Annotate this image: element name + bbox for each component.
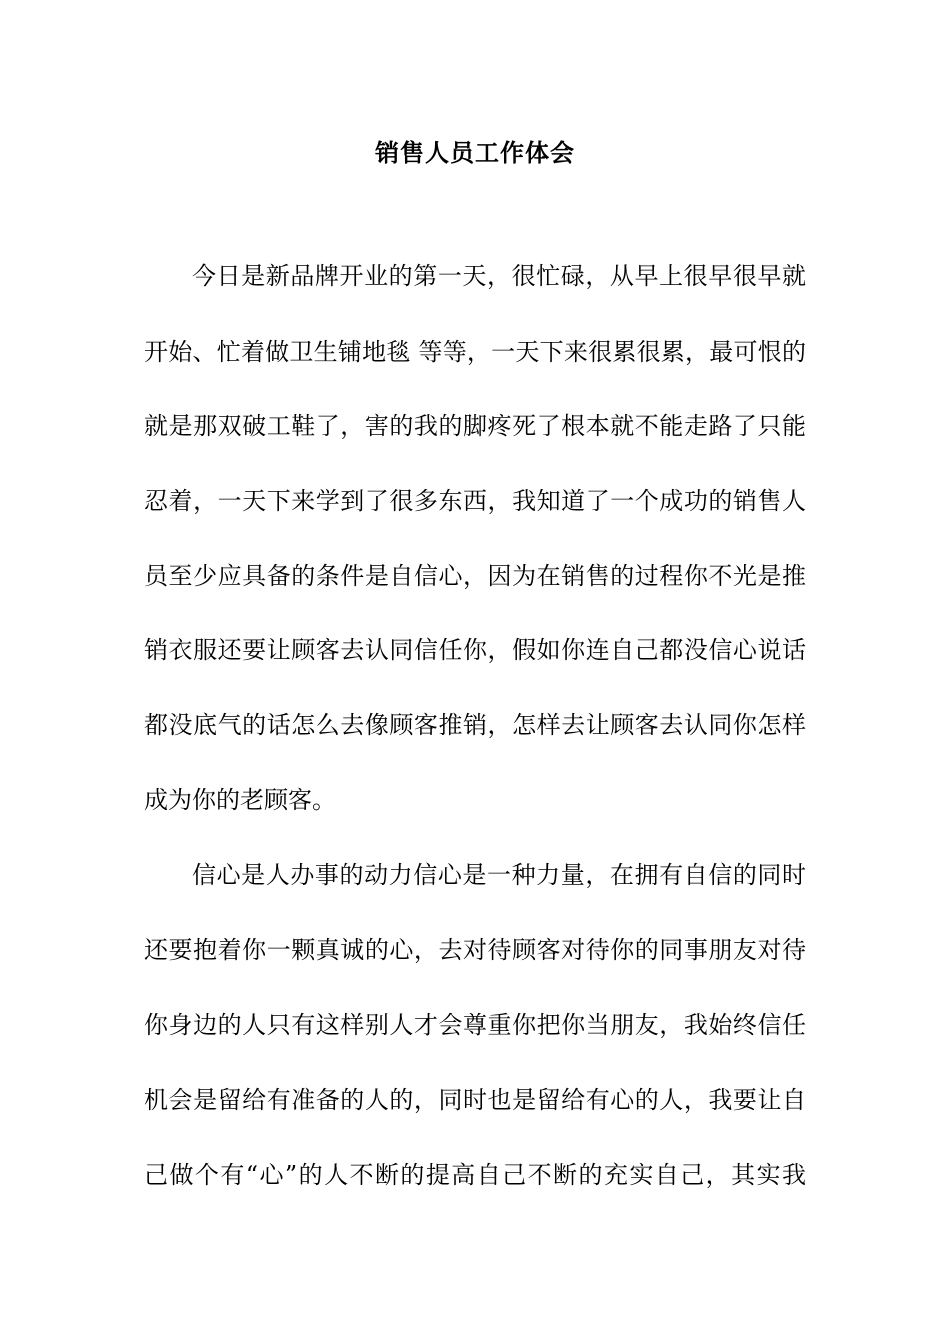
paragraph-line: 今日是新品牌开业的第一天，很忙碌，从早上很早很早就	[192, 262, 806, 290]
paragraph-line: 你身边的人只有这样别人才会尊重你把你当朋友，我始终信任	[144, 1011, 806, 1039]
paragraph-line: 都没底气的话怎么去像顾客推销，怎样去让顾客去认同你怎样	[144, 711, 806, 739]
paragraph-line: 还要抱着你一颗真诚的心，去对待顾客对待你的同事朋友对待	[144, 936, 806, 964]
paragraph-line: 信心是人办事的动力信心是一种力量，在拥有自信的同时	[192, 861, 806, 889]
paragraph-line: 开始、忙着做卫生铺地毯 等等，一天下来很累很累，最可恨的	[144, 338, 806, 366]
paragraph-line: 机会是留给有准备的人的，同时也是留给有心的人，我要让自	[144, 1086, 806, 1114]
paragraph-line: 己做个有“心”的人不断的提高自己不断的充实自己，其实我	[144, 1161, 806, 1189]
paragraph-line: 员至少应具备的条件是自信心，因为在销售的过程你不光是推	[144, 562, 806, 590]
paragraph-line: 成为你的老顾客。	[144, 786, 336, 814]
document-title: 销售人员工作体会	[375, 138, 575, 167]
paragraph-line: 就是那双破工鞋了，害的我的脚疼死了根本就不能走路了只能	[144, 412, 806, 440]
paragraph-line: 忍着，一天下来学到了很多东西，我知道了一个成功的销售人	[144, 487, 806, 515]
paragraph-line: 销衣服还要让顾客去认同信任你，假如你连自己都没信心说话	[144, 636, 806, 664]
